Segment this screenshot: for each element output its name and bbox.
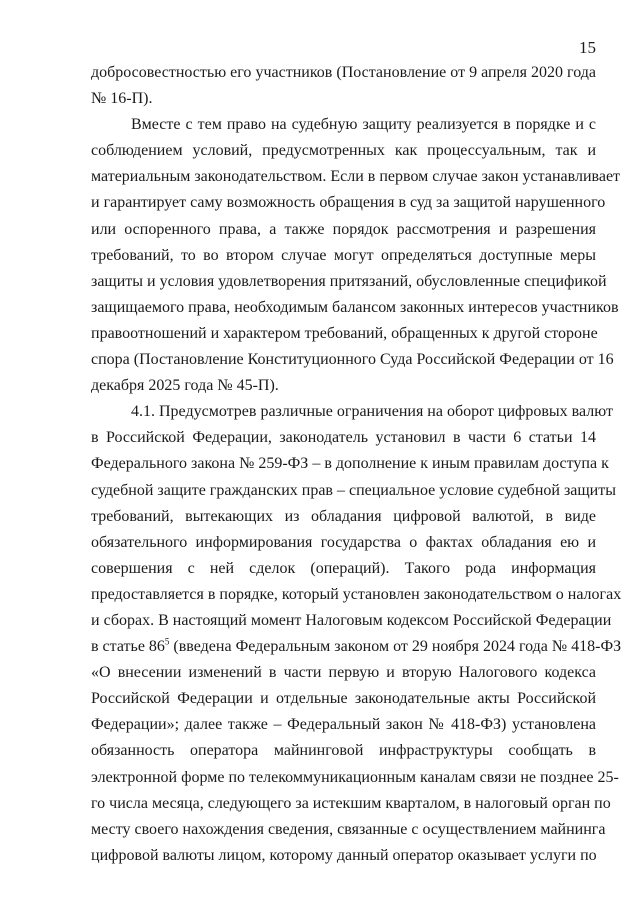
paragraph-line: в Российской Федерации, законодатель установил в части 6 статьи 14 (91, 429, 596, 447)
paragraph-line: обязанность оператора майнинговой инфраструктуры сообщать в (91, 742, 596, 760)
paragraph-line: добросовестностью его участников (Постановление от 9 апреля 2020 года (91, 64, 596, 81)
paragraph-line: требований, вытекающих из обладания цифровой валютой, в виде (91, 507, 596, 525)
paragraph-line: соблюдением условий, предусмотренных как процессуальным, так и (91, 142, 596, 160)
paragraph-line: совершения с ней сделок (операций). Такого рода информация (91, 559, 596, 577)
paragraph-line: Федерального закона № 259-ФЗ – в дополнение к иным правилам доступа к (91, 455, 609, 473)
paragraph-line: Вместе с тем право на судебную защиту реализуется в порядке и с (131, 116, 596, 134)
paragraph-line: месту своего нахождения сведения, связанные с осуществлением майнинга (91, 820, 606, 838)
paragraph-line: спора (Постановление Конституционного Суда Российской Федерации от 16 (91, 351, 614, 369)
paragraph-line: и сборах. В настоящий момент Налоговым кодексом Российской Федерации (91, 611, 612, 629)
paragraph-line: цифровой валюты лицом, которому данный оператор оказывает услуги по (91, 846, 597, 864)
article-reference: в статье 86 (91, 638, 165, 656)
document-body (91, 60, 622, 869)
paragraph-line: обязательного информирования государства о фактах обладания ею и (91, 533, 596, 551)
paragraph-line: электронной форме по телекоммуникационным каналам связи не позднее 25- (91, 768, 619, 786)
paragraph-line: защищаемого права, необходимым балансом законных интересов участников (91, 298, 619, 316)
paragraph-line: 4.1. Предусмотрев различные ограничения на оборот цифровых валют (131, 403, 613, 421)
paragraph-line: «О внесении изменений в части первую и вторую Налогового кодекса (91, 664, 596, 682)
paragraph-line: Российской Федерации и отдельные законодательные акты Российской (91, 690, 596, 708)
paragraph-line: го числа месяца, следующего за истекшим кварталом, в налоговый орган по (91, 794, 611, 812)
paragraph-line: Федерации»; далее также – Федеральный закон № 418-ФЗ) установлена (91, 716, 596, 734)
paragraph-line: и гарантирует саму возможность обращения в суд за защитой нарушенного (91, 194, 606, 212)
paragraph-line: или оспоренного права, а также порядок рассмотрения и разрешения (91, 220, 596, 238)
paragraph-line-article (91, 634, 622, 660)
paragraph-line: № 16-П). (91, 90, 153, 108)
page-number: 15 (579, 38, 596, 57)
paragraph-line: предоставляется в порядке, который установлен законодательством о налогах (91, 585, 622, 603)
article-superscript: 5 (164, 636, 170, 647)
paragraph-line: требований, то во втором случае могут определяться доступные меры (91, 246, 596, 264)
paragraph-line: декабря 2025 года № 45-П). (91, 377, 279, 395)
article-continuation: (введена Федеральным законом от 29 ноября 2024 года № 418-ФЗ (169, 638, 622, 656)
paragraph-line: защиты и условия удовлетворения притязаний, обусловленные спецификой (91, 272, 607, 290)
paragraph-line: материальным законодательством. Если в первом случае закон устанавливает (91, 168, 621, 186)
paragraph-line: правоотношений и характером требований, обращенных к другой стороне (91, 324, 598, 342)
paragraph-line: судебной защите гражданских прав – специальное условие судебной защиты (91, 481, 616, 499)
